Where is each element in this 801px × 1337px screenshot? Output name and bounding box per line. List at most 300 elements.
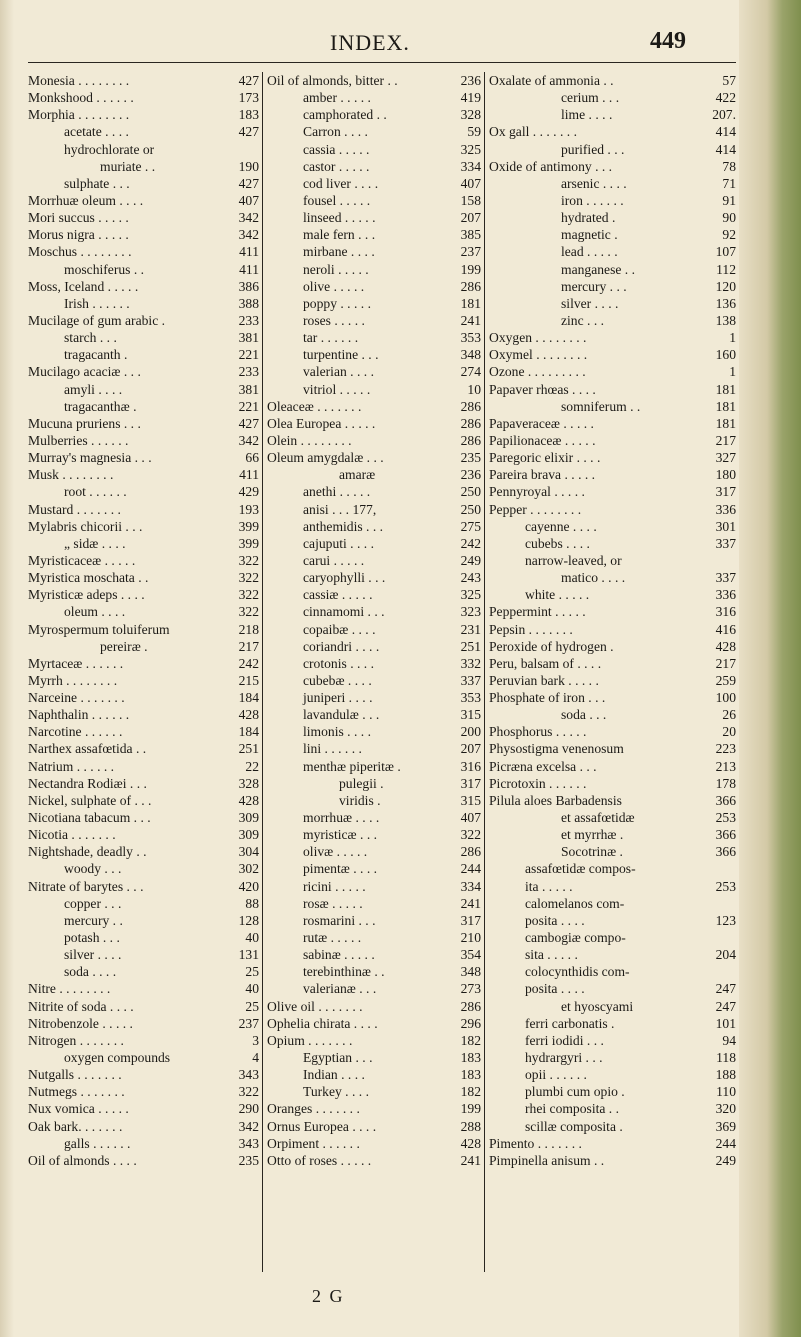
index-entry (28, 792, 259, 809)
index-page-ref: 199 (460, 261, 481, 277)
index-entry (489, 792, 736, 809)
index-page-ref: 286 (460, 998, 481, 1014)
index-entry (267, 1100, 481, 1117)
index-page-ref: 199 (460, 1101, 481, 1117)
index-term: Monesia . . . . . . . . (28, 73, 130, 88)
index-page-ref: 182 (460, 1084, 481, 1100)
index-entry (28, 243, 259, 260)
index-term: Morrhuæ oleum . . . . (28, 192, 144, 208)
index-term: Myrospermum toluiferum (28, 621, 170, 637)
index-term: root . . . . . . (64, 484, 127, 500)
index-entry (489, 689, 736, 706)
index-entry (28, 1066, 259, 1083)
index-term: lime . . . . (561, 107, 613, 123)
index-entry (267, 621, 481, 638)
index-term: Ox gall . . . . . . . (489, 124, 577, 140)
index-page-ref: 88 (245, 895, 259, 911)
index-entry (267, 346, 481, 363)
index-entry (28, 843, 259, 860)
index-term: juniperi . . . . (303, 690, 373, 706)
index-page-ref: 107 (715, 244, 736, 260)
index-term: moschiferus . . (64, 261, 145, 277)
index-page-ref: 181 (715, 415, 736, 431)
index-page-ref: 427 (238, 73, 259, 88)
index-term: cayenne . . . . (525, 518, 597, 534)
index-term: Morphia . . . . . . . . (28, 107, 130, 123)
index-term: opii . . . . . . (525, 1067, 587, 1083)
index-page-ref: 204 (715, 947, 736, 963)
index-entry (267, 843, 481, 860)
index-term: „ sidæ . . . . (64, 535, 126, 551)
index-entry (489, 1083, 736, 1100)
index-term: castor . . . . . (303, 158, 370, 174)
index-entry (267, 998, 481, 1015)
index-page-ref: 286 (460, 844, 481, 860)
index-term: Murray's magnesia . . . (28, 450, 152, 466)
index-entry (28, 569, 259, 586)
index-page-ref: 302 (238, 861, 259, 877)
index-page-ref: 1 (729, 364, 736, 380)
index-term: assafœtidæ compos- (525, 861, 636, 877)
index-entry (267, 723, 481, 740)
index-page-ref: 343 (238, 1135, 259, 1151)
index-page-ref: 193 (238, 501, 259, 517)
index-page-ref: 217 (715, 655, 736, 671)
index-term: magnetic . (561, 227, 618, 243)
index-term: acetate . . . . (64, 124, 129, 140)
index-entry (267, 929, 481, 946)
index-term: Pepsin . . . . . . . (489, 621, 573, 637)
index-page-ref: 223 (715, 741, 736, 757)
index-term: rutæ . . . . . (303, 930, 362, 946)
index-entry (489, 449, 736, 466)
index-page-ref: 416 (715, 621, 736, 637)
index-page-ref: 369 (715, 1118, 736, 1134)
index-entry (489, 192, 736, 209)
index-term: ricini . . . . . (303, 878, 366, 894)
index-term: Nitre . . . . . . . . (28, 981, 111, 997)
index-entry (28, 483, 259, 500)
index-page-ref: 366 (715, 827, 736, 843)
index-term: Papaveraceæ . . . . . (489, 415, 594, 431)
index-page-ref: 158 (460, 192, 481, 208)
index-entry (489, 963, 736, 980)
index-entry (489, 723, 736, 740)
index-term: morrhuæ . . . . (303, 810, 380, 826)
index-term: Nicotiana tabacum . . . (28, 810, 151, 826)
index-term: cambogiæ compo- (525, 930, 626, 946)
index-term: Papilionaceæ . . . . . (489, 432, 596, 448)
index-term: vitriol . . . . . (303, 381, 371, 397)
index-term: Nitrogen . . . . . . . (28, 1032, 124, 1048)
index-entry (267, 878, 481, 895)
index-page-ref: 427 (238, 175, 259, 191)
index-term: menthæ piperitæ . (303, 758, 401, 774)
index-page-ref: 210 (460, 930, 481, 946)
index-page-ref: 236 (460, 73, 481, 88)
index-term: Pilula aloes Barbadensis (489, 792, 622, 808)
index-page-ref: 173 (238, 90, 259, 106)
index-term: Pimento . . . . . . . (489, 1135, 582, 1151)
index-page-ref: 181 (715, 381, 736, 397)
index-term: Mori succus . . . . . (28, 210, 129, 226)
index-entry (28, 1032, 259, 1049)
index-entry (267, 809, 481, 826)
index-entry (28, 689, 259, 706)
index-page-ref: 381 (238, 381, 259, 397)
index-term: pimentæ . . . . (303, 861, 378, 877)
index-page-ref: 399 (238, 518, 259, 534)
index-page-ref: 120 (715, 278, 736, 294)
index-term: silver . . . . (561, 295, 619, 311)
index-entry (28, 141, 259, 158)
index-page-ref: 200 (460, 724, 481, 740)
index-term: Myristica moschata . . (28, 570, 149, 586)
index-page-ref: 411 (239, 467, 259, 483)
index-entry (489, 672, 736, 689)
index-entry (267, 312, 481, 329)
index-page-ref: 244 (460, 861, 481, 877)
index-page-ref: 353 (460, 690, 481, 706)
index-page-ref: 422 (715, 90, 736, 106)
index-page-ref: 251 (238, 741, 259, 757)
index-page-ref: 325 (460, 587, 481, 603)
index-term: Picrotoxin . . . . . . (489, 775, 587, 791)
index-page-ref: 259 (715, 672, 736, 688)
index-entry (28, 415, 259, 432)
index-term: soda . . . (561, 707, 607, 723)
index-page-ref: 316 (460, 758, 481, 774)
index-term: Paregoric elixir . . . . (489, 450, 601, 466)
index-entry (489, 501, 736, 518)
index-entry (267, 432, 481, 449)
index-entry (267, 363, 481, 380)
index-entry (489, 843, 736, 860)
index-entry (28, 603, 259, 620)
index-entry (489, 363, 736, 380)
index-term: Oil of almonds, bitter . . (267, 73, 398, 88)
index-entry (489, 89, 736, 106)
index-page-ref: 316 (715, 604, 736, 620)
index-entry (489, 809, 736, 826)
index-entry (267, 1066, 481, 1083)
index-entry (489, 398, 736, 415)
index-entry (28, 518, 259, 535)
index-term: plumbi cum opio . (525, 1084, 625, 1100)
index-page-ref: 57 (722, 73, 736, 88)
index-page-ref: 309 (238, 827, 259, 843)
index-entry (489, 621, 736, 638)
index-entry (28, 363, 259, 380)
index-entry (28, 329, 259, 346)
index-entry (489, 261, 736, 278)
index-page-ref: 322 (238, 552, 259, 568)
index-entry (267, 689, 481, 706)
index-term: coriandri . . . . (303, 638, 380, 654)
index-term: mirbane . . . . (303, 244, 375, 260)
index-entry (28, 586, 259, 603)
index-term: Pareira brava . . . . . (489, 467, 596, 483)
index-entry (489, 466, 736, 483)
index-page-ref: 100 (715, 690, 736, 706)
index-term: Oxymel . . . . . . . . (489, 347, 588, 363)
index-term: cassiæ . . . . . (303, 587, 373, 603)
index-entry (489, 603, 736, 620)
index-entry (267, 586, 481, 603)
index-entry (267, 638, 481, 655)
index-page-ref: 366 (715, 792, 736, 808)
index-term: amaræ (339, 467, 376, 483)
index-entry (28, 860, 259, 877)
index-entry (28, 501, 259, 518)
index-page-ref: 136 (715, 295, 736, 311)
index-term: Musk . . . . . . . . (28, 467, 114, 483)
index-entry (489, 483, 736, 500)
index-entry (267, 398, 481, 415)
index-page-ref: 304 (238, 844, 259, 860)
index-term: ferri carbonatis . (525, 1015, 615, 1031)
index-term: posita . . . . (525, 981, 585, 997)
index-term: colocynthidis com- (525, 964, 630, 980)
index-term: scillæ composita . (525, 1118, 623, 1134)
index-page-ref: 213 (715, 758, 736, 774)
index-page-ref: 353 (460, 330, 481, 346)
index-term: copper . . . (64, 895, 122, 911)
index-entry (489, 329, 736, 346)
index-term: hydrargyri . . . (525, 1050, 603, 1066)
index-entry (489, 106, 736, 123)
index-entry (28, 1083, 259, 1100)
index-entry (28, 929, 259, 946)
index-page-ref: 328 (460, 107, 481, 123)
index-term: Mucilago acaciæ . . . (28, 364, 141, 380)
index-entry (267, 1049, 481, 1066)
index-term: Oil of almonds . . . . (28, 1152, 137, 1168)
index-term: Oak bark. . . . . . . (28, 1118, 123, 1134)
index-page-ref: 354 (460, 947, 481, 963)
index-page-ref: 71 (722, 175, 736, 191)
index-page-ref: 381 (238, 330, 259, 346)
index-page-ref: 247 (715, 981, 736, 997)
index-term: lini . . . . . . (303, 741, 362, 757)
index-term: Myristicaceæ . . . . . (28, 552, 136, 568)
index-page-ref: 337 (715, 570, 736, 586)
index-term: Mustard . . . . . . . (28, 501, 121, 517)
index-entry (28, 826, 259, 843)
index-term: anisi . . . 177, (303, 501, 377, 517)
index-page-ref: 215 (238, 672, 259, 688)
index-entry (267, 603, 481, 620)
index-term: Myrrh . . . . . . . . (28, 672, 118, 688)
index-page-ref: 322 (238, 1084, 259, 1100)
index-column-3 (489, 72, 736, 1169)
index-term: Pimpinella anisum . . (489, 1152, 605, 1168)
index-page-ref: 242 (238, 655, 259, 671)
index-page-ref: 184 (238, 724, 259, 740)
index-entry (267, 89, 481, 106)
index-entry (28, 638, 259, 655)
index-page-ref: 110 (716, 1084, 736, 1100)
index-page-ref: 336 (715, 587, 736, 603)
index-entry (267, 1152, 481, 1169)
index-term: camphorated . . (303, 107, 387, 123)
index-page-ref: 233 (238, 312, 259, 328)
index-entry (28, 398, 259, 415)
index-page-ref: 348 (460, 347, 481, 363)
index-page-ref: 399 (238, 535, 259, 551)
index-page-ref: 325 (460, 141, 481, 157)
index-page-ref: 322 (238, 570, 259, 586)
index-term: sulphate . . . (64, 175, 130, 191)
index-entry (489, 175, 736, 192)
index-term: Oleum amygdalæ . . . (267, 450, 384, 466)
index-entry (267, 980, 481, 997)
index-entry (267, 449, 481, 466)
index-entry (267, 158, 481, 175)
index-entry (489, 1100, 736, 1117)
index-entry (28, 740, 259, 757)
index-page-ref: 221 (238, 398, 259, 414)
index-page-ref: 317 (715, 484, 736, 500)
index-entry (489, 740, 736, 757)
index-term: Oleaceæ . . . . . . . (267, 398, 362, 414)
index-term: purified . . . (561, 141, 625, 157)
index-entry (267, 261, 481, 278)
index-entry (267, 483, 481, 500)
index-entry (28, 1152, 259, 1169)
index-term: sabinæ . . . . . (303, 947, 375, 963)
index-page-ref: 414 (715, 124, 736, 140)
index-page-ref: 249 (715, 1152, 736, 1168)
index-term: anthemidis . . . (303, 518, 384, 534)
index-term: Moschus . . . . . . . . (28, 244, 132, 260)
index-term: poppy . . . . . (303, 295, 371, 311)
index-page-ref: 22 (245, 758, 259, 774)
index-term: hydrochlorate or (64, 141, 155, 157)
index-term: Opium . . . . . . . (267, 1032, 353, 1048)
index-term: Turkey . . . . (303, 1084, 369, 1100)
index-page-ref: 3 (252, 1032, 259, 1048)
index-page-ref: 182 (460, 1032, 481, 1048)
index-term: copaibæ . . . . (303, 621, 376, 637)
index-page-ref: 250 (460, 484, 481, 500)
index-page-ref: 411 (239, 244, 259, 260)
index-page-ref: 218 (238, 621, 259, 637)
index-entry (267, 775, 481, 792)
index-page-ref: 235 (238, 1152, 259, 1168)
index-page-ref: 4 (252, 1050, 259, 1066)
index-page-ref: 183 (460, 1050, 481, 1066)
index-entry (267, 740, 481, 757)
index-entry (28, 466, 259, 483)
index-page-ref: 428 (460, 1135, 481, 1151)
index-term: Orpiment . . . . . . (267, 1135, 360, 1151)
index-entry (267, 106, 481, 123)
index-entry (28, 158, 259, 175)
index-term: cubebs . . . . (525, 535, 590, 551)
index-term: mercury . . (64, 912, 123, 928)
index-entry (267, 329, 481, 346)
index-term: white . . . . . (525, 587, 590, 603)
index-page-ref: 332 (460, 655, 481, 671)
index-entry (28, 381, 259, 398)
index-page-ref: 428 (715, 638, 736, 654)
index-page-ref: 1 (729, 330, 736, 346)
index-entry (267, 192, 481, 209)
index-entry (489, 278, 736, 295)
index-page-ref: 40 (245, 981, 259, 997)
index-term: roses . . . . . (303, 312, 365, 328)
index-entry (28, 895, 259, 912)
index-page-ref: 427 (238, 124, 259, 140)
index-entry (489, 552, 736, 569)
index-term: cassia . . . . . (303, 141, 370, 157)
index-entry (267, 963, 481, 980)
index-page-ref: 348 (460, 964, 481, 980)
index-page-ref: 334 (460, 878, 481, 894)
index-entry (28, 1118, 259, 1135)
index-term: male fern . . . (303, 227, 376, 243)
index-page-ref: 286 (460, 415, 481, 431)
index-page-ref: 26 (722, 707, 736, 723)
index-entry (267, 209, 481, 226)
index-entry (267, 946, 481, 963)
index-entry (267, 826, 481, 843)
index-term: tragacanthæ . (64, 398, 137, 414)
index-term: starch . . . (64, 330, 117, 346)
index-entry (28, 912, 259, 929)
index-page-ref: 221 (238, 347, 259, 363)
index-term: iron . . . . . . (561, 192, 624, 208)
index-term: arsenic . . . . (561, 175, 627, 191)
index-term: valerian . . . . (303, 364, 374, 380)
index-entry (28, 192, 259, 209)
index-entry (28, 226, 259, 243)
index-page-ref: 66 (245, 450, 259, 466)
index-entry (267, 175, 481, 192)
index-entry (267, 295, 481, 312)
index-term: valerianæ . . . (303, 981, 377, 997)
index-term: Nutgalls . . . . . . . (28, 1067, 122, 1083)
index-entry (28, 261, 259, 278)
index-entry (489, 1049, 736, 1066)
index-entry (267, 1135, 481, 1152)
index-entry (28, 72, 259, 89)
index-page-ref: 242 (460, 535, 481, 551)
index-page-ref: 296 (460, 1015, 481, 1031)
index-entry (489, 72, 736, 89)
index-entry (267, 655, 481, 672)
index-entry (267, 123, 481, 140)
index-term: Otto of roses . . . . . (267, 1152, 372, 1168)
index-page-ref: 366 (715, 844, 736, 860)
index-page-ref: 275 (460, 518, 481, 534)
index-entry (489, 912, 736, 929)
index-term: calomelanos com- (525, 895, 625, 911)
index-entry (267, 912, 481, 929)
index-term: amyli . . . . (64, 381, 123, 397)
index-entry (28, 775, 259, 792)
index-page-ref: 188 (715, 1067, 736, 1083)
index-page-ref: 241 (460, 895, 481, 911)
index-page-ref: 207. (712, 107, 736, 123)
index-term: Ophelia chirata . . . . (267, 1015, 378, 1031)
index-term: neroli . . . . . (303, 261, 369, 277)
index-page-ref: 407 (460, 810, 481, 826)
index-term: cod liver . . . . (303, 175, 379, 191)
index-page-ref: 337 (715, 535, 736, 551)
index-entry (28, 89, 259, 106)
